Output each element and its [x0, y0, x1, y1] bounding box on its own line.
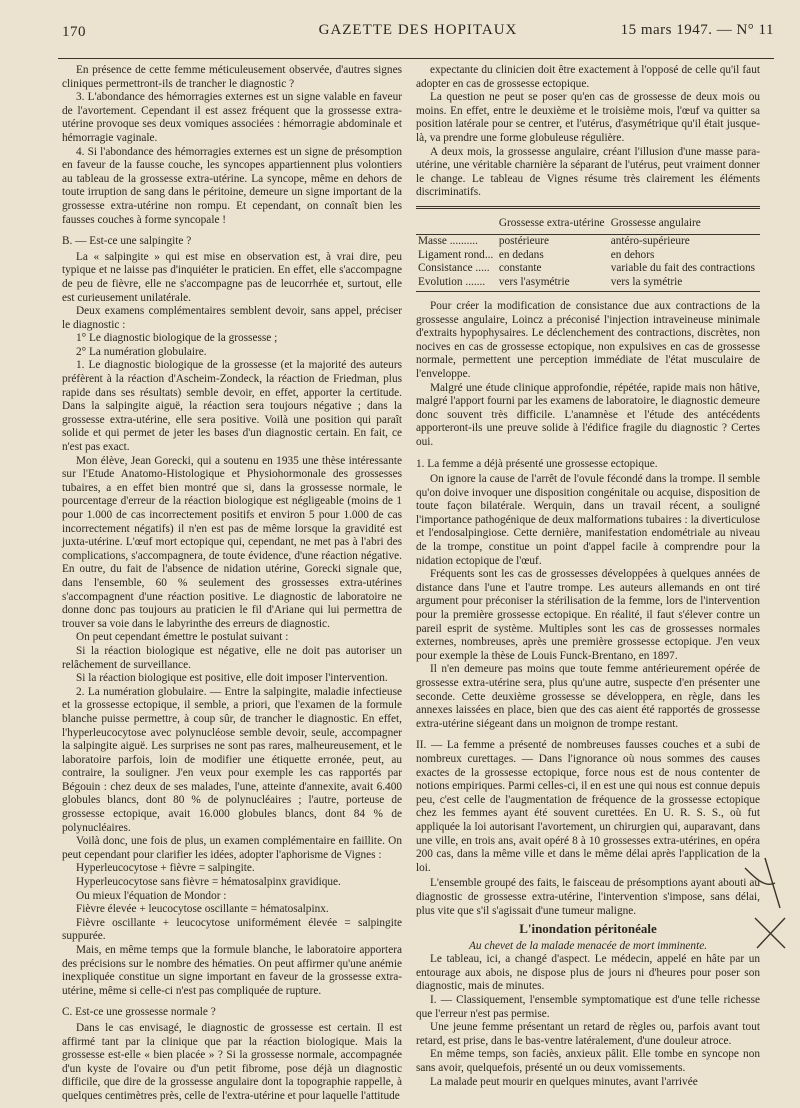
- issue-date: 15 mars 1947. — N° 11: [620, 22, 774, 38]
- table-header-row: [416, 213, 760, 235]
- paragraph: Si la réaction biologique est positive, elle doit imposer l'intervention.: [76, 672, 388, 685]
- table-row: [416, 235, 760, 249]
- journal-title: GAZETTE DES HOPITAUX: [318, 22, 518, 38]
- section-heading: II. — La femme a présenté de nombreuses fausses couches et a subi de nombreux curettages. — Dans l'ignorance où nous sommes des causes exactes de la grossesse ectopique, force nous est de nous contenter de notions empiriques. Parmi celles-ci, il en est une qui nous est connue depuis peu, c'est celle de l'augmentation de fréquence de la grossesse ectopique chez les femmes ayant été souvent curettées. En U. R. S. S., où fut appliquée la loi autorisant l'avortement, un chirurgien qui, auparavant, dans une ville, en trois ans, avait opéré 8 à 10 grossesses extra-utérines, en opéra 200 cas, dans la même ville et dans le même délai après l'application de la loi.: [416, 739, 760, 874]
- paragraph: Il n'en demeure pas moins que toute femme antérieurement opérée de grossesse extra-utérine sera, plus qu'une autre, suspecte d'en présenter une seconde. Cette deuxième grossesse se développera, en règle, dans les annexes laissées en place, bien que des cas aient été rapportés de grossesse extra-utérine siégeant dans un moignon de trompe restant.: [416, 663, 760, 730]
- table-cell: variable du fait des contractions: [610, 262, 756, 275]
- section-heading: B. — Est-ce une salpingite ?: [62, 235, 192, 248]
- paragraph: 2° La numération globulaire.: [76, 345, 207, 358]
- paragraph: Une jeune femme présentant un retard de règles ou, parfois avant tout retard, est prise, dans le bas-ventre latéralement, d'une douleur atroce.: [416, 1021, 760, 1047]
- paragraph: On peut cependant émettre le postulat suivant :: [76, 631, 289, 644]
- table-cell: vers la symétrie: [609, 276, 760, 292]
- table-cell: vers l'asymétrie: [497, 276, 609, 292]
- table-cell: en dehors: [610, 248, 655, 261]
- handwritten-annotation: [735, 848, 795, 958]
- paragraph: Hyperleucocytose sans fièvre = hématosalpinx gravidique.: [76, 876, 341, 889]
- paragraph: La malade peut mourir en quelques minutes, avant l'arrivée: [430, 1075, 698, 1088]
- paragraph: Deux examens complémentaires semblent devoir, sans appel, préciser le diagnostic :: [62, 305, 402, 331]
- section-heading: 1. La femme a déjà présenté une grossesse ectopique.: [416, 457, 658, 470]
- paragraph: 1. Le diagnostic biologique de la grossesse (et la majorité des auteurs préfèrent à la réaction d'Ascheim-Zondeck, la réaction de Friedman, plus rapide dans ses résultats) semble devoir, en effet, apporter la certitude. Dans la salpingite aiguë, la réaction sera toujours négative ; dans la grossesse extra-utérine, elle sera positive. Voilà une position qui paraît solide et qui permet de jeter les bases d'un diagnostic certain. En fait, ce n'est pas exact.: [62, 359, 402, 454]
- paragraph: Fréquents sont les cas de grossesses développées à quelques années de distance dans l'une et l'autre trompe. Les auteurs allemands en ont tiré argument pour préconiser la stérilisation de la femme, lors de l'intervention pour la première grossesse ectopique. En réalité, il faut s'élever contre un pareil esprit de système. Multiples sont les cas de grossesses normales externes, nombreuses, après une première grossesse ectopique. J'en veux pour exemple la thèse de Louis Funck-Brentano, en 1897.: [416, 568, 760, 662]
- paragraph: expectante du clinicien doit être exactement à l'opposé de celle qu'il faut adopter en cas de grossesse ectopique.: [416, 64, 760, 90]
- paragraph: Hyperleucocytose + fièvre = salpingite.: [76, 862, 255, 875]
- paragraph: 3. L'abondance des hémorragies externes est un signe valable en faveur de l'avortement. Cependant il est assez fréquent que la grossesse extra-utérine provoque ses deux vomiques associées : hémorragie abdominale et hémorragie vaginale.: [62, 91, 402, 144]
- paragraph: I. — Classiquement, l'ensemble symptomatique est d'une telle richesse que l'erreur n'est pas permise.: [416, 994, 760, 1020]
- centered-subtitle: Au chevet de la malade menacée de mort imminente.: [468, 939, 708, 952]
- paragraph: Fièvre élevée + leucocytose oscillante = hématosalpinx.: [76, 903, 329, 916]
- paragraph: On ignore la cause de l'arrêt de l'ovule fécondé dans la trompe. Il semble qu'on doive invoquer une disposition congénitale ou acquise, disposition de toute façon bilatérale. Werquin, dans un travail récent, a souligné l'importance pathogénique de deux malformations tubaires : la diverticulose et l'endosalpingiose. Cette dernière, manifestation endométriale au niveau de la trompe, constitue un point d'appel facile à comprendre pour la nidation ectopique de l'œuf.: [416, 473, 760, 567]
- paragraph: Dans le cas envisagé, le diagnostic de grossesse est certain. Il est affirmé tant par la clinique que par la réaction biologique. Mais la grossesse est-elle « bien placée » ? Si la grossesse normale, accompagnée d'un kyste de l'ovaire ou d'un petit fibrome, pose déjà un diagnostic difficile, que dire de la grossesse angulaire dont la topographie rappelle, à quelques centimètres près, celle de l'extra-utérine et pour laquelle l'attitude: [62, 1021, 402, 1102]
- comparison-table: [416, 213, 760, 292]
- table-row: [416, 276, 760, 292]
- paragraph: La « salpingite » qui est mise en observation est, à vrai dire, peu typique et ne laisse pas d'inquiéter le praticien. En effet, elle s'accompagne de peu de fièvre, elle ne s'accompagne pas de leucorrhée et, surtout, elle est curieusement unilatérale.: [62, 250, 402, 304]
- page-number: 170: [62, 24, 86, 40]
- paragraph: Le tableau, ici, a changé d'aspect. Le médecin, appelé en hâte par un entourage aux abois, ne dispose plus de jours ni d'heures pour poser son diagnostic, mais de minutes.: [416, 953, 760, 993]
- paragraph: Voilà donc, une fois de plus, un examen complémentaire en faillite. On peut cependant pour clarifier les idées, adopter l'aphorisme de Vignes :: [62, 835, 402, 861]
- table-row: [416, 262, 760, 275]
- paragraph: 4. Si l'abondance des hémorragies externes est un signe de présomption en faveur de la fausse couche, les syncopes appartiennent plus volontiers au tableau de la grossesse extra-utérine. La syncope, même en dehors de toute irruption de sang dans le péritoine, demeure un signe important de la grossesse extra-utérine non rompu. Et cependant, on connaît bien les fausses couches à forme syncopale !: [62, 145, 402, 226]
- right-bottom-text: [416, 940, 760, 1090]
- paragraph: A deux mois, la grossesse angulaire, créant l'illusion d'une masse para-utérine, une véritable charnière la séparant de l'utérus, peut vraiment donner le change. Le tableau de Vignes résume très clairement les éléments discriminatifs.: [416, 145, 760, 199]
- header-rule: [58, 58, 774, 59]
- table-cell: en dedans: [498, 248, 544, 261]
- right-middle-text: [416, 300, 760, 918]
- paragraph: Pour créer la modification de consistance due aux contractions de la grossesse angulaire, Loincz a préconisé l'injection intraveineuse minimale d'extraits hypophysaires. Le déclenchement des contractions, discrètes, non nocives en cas de grossesse ectopique, non expulsives en cas de grossesse normale, permettent une perception immédiate de l'état musculaire de l'enveloppe.: [416, 299, 760, 380]
- paragraph: La question ne peut se poser qu'en cas de grossesse de deux mois ou moins. En effet, entre le deuxième et le troisième mois, l'œuf va quitter sa position latérale pour se centrer, et l'utérus, d'asymétrique qu'il était jusque-là, va prendre une forme globuleuse régulière.: [416, 91, 760, 144]
- paragraph: 2. La numération globulaire. — Entre la salpingite, maladie infectieuse et la grossesse ectopique, il semble, a priori, que l'examen de la formule blanche puisse permettre, à coup sûr, de trancher le diagnostic. En effet, l'hyperleucocytose avec polynucléose semble devoir, seule, accompagner la salpingite aiguë. Les surprises ne sont pas rares, malheureusement, et le laboratoire parfois, loin de modifier une étiquette erronée, peut, au contraire, la souligner. J'en veux pour exemple les cas rapportés par Bégouin : chez deux de ses malades, l'une, atteinte d'annexite, avait 6.400 globules blancs, dont 80 % de polynucléaires ; l'autre, porteuse de grossesse ectopique, avait 16.000 globules blancs, dont 84 % de polynucléaires.: [62, 685, 402, 834]
- paragraph: Mon élève, Jean Gorecki, qui a soutenu en 1935 une thèse intéressante sur l'Etude Anatomo-Histologique et Physiohormonale des grossesses tubaires, a en effet bien montré que si, dans la grossesse normale, le pourcentage d'erreur de la réaction biologique est négligeable (moins de 1 pour 1.000 de cas incorrectement positifs et environ 5 pour 1.000 de cas incorrectement négatifs) il n'en est pas de même lorsque la gravidité est juxta-utérine. L'œuf mort ectopique qui, cependant, ne met pas à l'abri des complications, s'accompagnera, de toute évidence, d'une réaction négative. En outre, du fait de l'absence de nidation utérine, Gorecki signale que, dans l'ensemble, 60 % seulement des grossesses extra-utérines s'accompagnent d'une réaction positive. Le diagnostic de laboratoire ne donne donc pas toujours au praticien le fil d'Ariane qui lui permettra de trouver sa voie dans le labyrinthe des erreurs de diagnostic.: [62, 454, 402, 630]
- paragraph: Ou mieux l'équation de Mondor :: [76, 889, 227, 902]
- left-column: [62, 64, 402, 1102]
- paragraph: En présence de cette femme méticuleusement observée, d'autres signes cliniques permettront-ils de trancher le diagnostic ?: [62, 64, 402, 90]
- paragraph: Mais, en même temps que la formule blanche, le laboratoire apportera des précisions sur le nombre des hématies. On peut affirmer qu'une anémie inexpliquée constitue un signe important en faveur de la grossesse extra-utérine, même si celle-ci n'est pas compliquée de rupture.: [62, 944, 402, 997]
- table-row: [416, 249, 760, 262]
- paragraph: Si la réaction biologique est négative, elle ne doit pas autoriser un relâchement de surveillance.: [62, 644, 402, 671]
- paragraph: Malgré une étude clinique approfondie, répétée, rapide mais non hâtive, malgré l'apport fourni par les examens de laboratoire, le diagnostic demeure donc souvent très difficile. L'anamnèse et l'étude des antécédents apporteront-ils une preuve solide à l'édifice fragile du diagnostic ? Certes oui.: [416, 381, 760, 448]
- paragraph: En même temps, son faciès, anxieux pâlit. Elle tombe en syncope non sans avoir, quelquefois, présenté un ou deux vomissements.: [416, 1048, 760, 1075]
- table-cell: constante: [498, 262, 542, 275]
- paragraph: 1° Le diagnostic biologique de la grossesse ;: [76, 332, 278, 345]
- table-header-cell: Grossesse extra-utérine: [497, 213, 609, 235]
- paragraph: Fièvre oscillante + leucocytose uniformément élevée = salpingite suppurée.: [62, 916, 402, 943]
- paragraph: L'ensemble groupé des faits, le faisceau de présomptions ayant abouti au diagnostic de grossesse extra-utérine, l'intervention s'impose, sans délai, plus vite que s'il s'agissait d'une tumeur maligne.: [416, 877, 760, 917]
- right-column: [416, 64, 760, 1090]
- table-cell: Consistance .....: [418, 262, 490, 275]
- section-heading: C. Est-ce une grossesse normale ?: [62, 1006, 216, 1019]
- table-cell: antéro-supérieure: [610, 235, 690, 248]
- section-heading: L'inondation péritonéale: [519, 921, 657, 937]
- table-top-rule: [416, 206, 760, 209]
- table-cell: Masse ..........: [418, 235, 478, 248]
- right-top-text: [416, 64, 760, 200]
- table-cell: Ligament rond...: [418, 248, 494, 261]
- table-header-cell: [416, 213, 497, 235]
- table-cell: postérieure: [498, 235, 550, 248]
- table-cell: Evolution .......: [416, 276, 497, 292]
- table-header-cell: Grossesse angulaire: [609, 213, 760, 235]
- running-header: [62, 22, 774, 44]
